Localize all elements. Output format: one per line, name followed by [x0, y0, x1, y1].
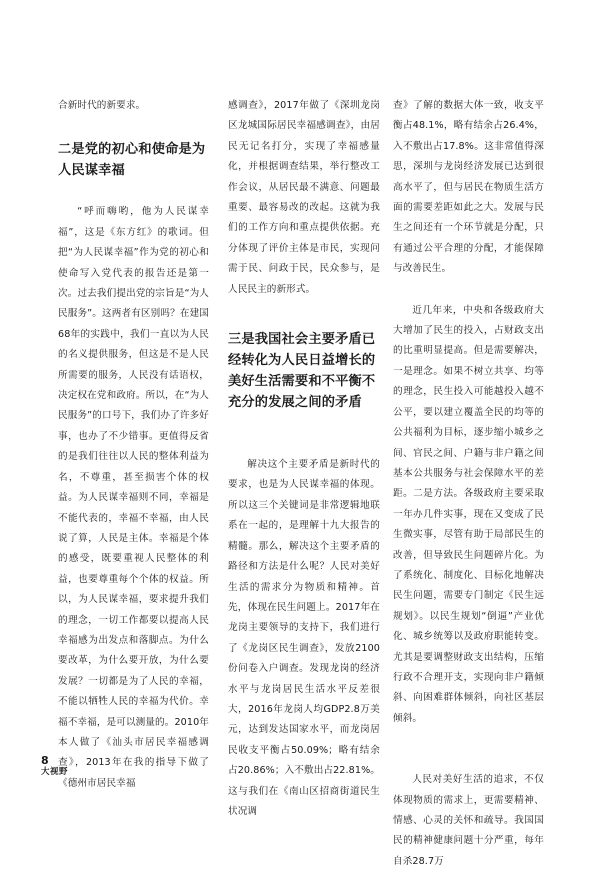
- text-column-2: [228, 96, 380, 822]
- magazine-logo: 大视野: [41, 767, 69, 777]
- paragraph: “呼而嗨哟，他为人民谋幸福”，这是《东方红》的歌词。但把“为人民谋幸福”作为党的初心和使命写入党代表的报告还是第一次。过去我们提出党的宗旨是“为人民服务”。这两者有区别吗？在建国68年的实践中，我们一直以为人民的名义提供服务，但这是不是人民所需要的服务，人民没有话语权，决定权在党和政府。所以，在“为人民服务”的口号下，我们办了许多好事，也办了不少错事。更值得反省的是我们往往以人民的整体利益为名，不尊重，甚至损害个体的权益。为人民谋幸福则不同，幸福是不能代表的，幸福不幸福，由人民说了算，人民是主体。幸福是个体的感受，既要重视人民整体的利益，也要尊重每个个体的权益。所以，为人民谋幸福，要求提升我们的理念，一切工作都要以提高人民幸福感为出发点和落脚点。为什么要改革，为什么要开放，为什么要发展？一切都是为了人民的幸福，不能以牺牲人民的幸福为代价。幸福不幸福，是可以测量的。2010年本人做了《汕头市居民幸福感调查》，2013年在我的指导下做了《德州市居民幸福: [58, 206, 209, 789]
- paragraph: 解决这个主要矛盾是新时代的要求，也是为人民谋幸福的体现。所以这三个关键词是非常逻辑地联系在一起的，是理解十九大报告的精髓。那么，解决这个主要矛盾的路径和方法是什么呢？人民对美好生活的需求分为物质和精神。首先，体现在民生问题上。2017年在龙岗主要领导的支持下，我们进行了《龙岗区民生调查》，发放2100份问卷入户调查。发现龙岗的经济水平与龙岗居民生活水平反差很大，2016年龙岗人均GDP2.8万美元，达到发达国家水平，而龙岗居民收支平衡占50.09%；略有结余占20.86%；入不敷出占22.81%。这与我们在《南山区招商街道民生状况调: [228, 459, 380, 817]
- text-column-1: [58, 96, 209, 794]
- section-heading: 二是党的初心和使命是为人民谋幸福: [58, 142, 206, 179]
- paragraph: 近几年来，中央和各级政府大大增加了民生的投入，占财政支出的比重明显提高。但是需要解决，一是理念。如果不树立共享、均等的理念，民生投入可能越投入越不公平，要以建立覆盖全民的均等的公共福利为目标，逐步缩小城乡之间、官民之间、户籍与非户籍之间基本公共服务与社会保障水平的差距。二是方法。各级政府主要采取一年办几件实事，现在又变成了民生微实事，尽管有助于局部民生的改善，但导致民生问题碎片化。为了系统化、制度化、目标化地解决民生问题，需要专门制定《民生远规划》。以民生规划“倒逼”产业优化、城乡统筹以及政府职能转变。尤其是要调整财政支出结构，压缩行政不合理开支，实现向非户籍倾斜、向困难群体倾斜，向社区基层倾斜。: [393, 304, 544, 724]
- paragraph: 合新时代的新要求。: [58, 100, 146, 111]
- text-column-3: [393, 96, 544, 872]
- paragraph: 查》了解的数据大体一致，收支平衡占48.1%，略有结余占26.4%，入不敷出占17.8%。这非常值得深思，深圳与龙岗经济发展已达到很高水平了，但与居民在物质生活方面的需要差距如此之大。发展与民生之间还有一个环节就是分配，只有通过公平合理的分配，才能保障与改善民生。: [393, 100, 544, 275]
- section-heading: 三是我国社会主要矛盾已经转化为人民日益增长的美好生活需要和不平衡不充分的发展之间的矛盾: [228, 332, 376, 411]
- paragraph: 人民对美好生活的追求，不仅体现物质的需求上，更需要精神、情感、心灵的关怀和疏导。我国国民的精神健康问题十分严重，每年自杀28.7万: [393, 774, 544, 867]
- paragraph: 感调查》，2017年做了《深圳龙岗区龙城国际居民幸福感调查》，由居民无记名打分，实现了幸福感量化，并根据调查结果，举行整改工作会议，从居民最不满意、问题最重要、最容易改的改起。这就为我们的工作方向和重点提供依据。充分体现了评价主体是市民，实现问需于民、问政于民，民众参与，是人民民主的新形式。: [228, 100, 380, 295]
- page-number: 8: [41, 754, 49, 767]
